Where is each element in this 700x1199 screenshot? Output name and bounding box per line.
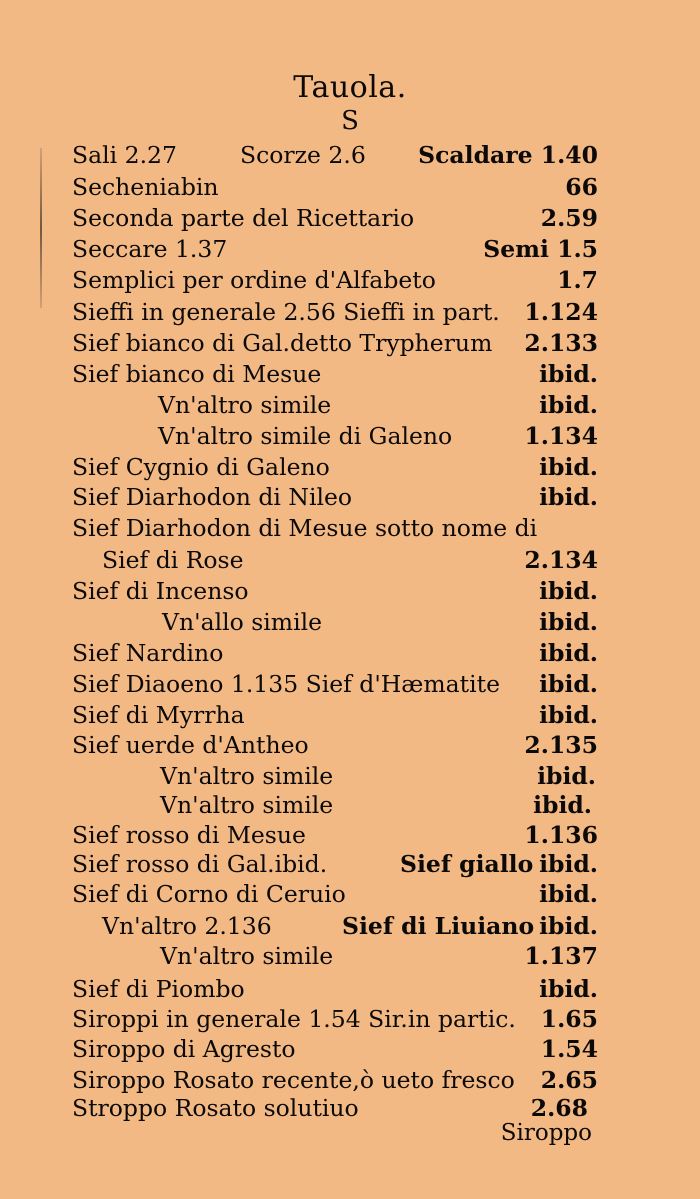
entry-text: Secheniabin [72,173,219,201]
entry-page-ref: 2.59 [540,204,598,232]
entry-page-ref: ibid. [539,639,598,667]
entry-page-ref: 1.134 [524,422,598,450]
entry-text: Sief di Corno di Ceruio [72,880,346,908]
index-entry [72,669,598,699]
entry-page-ref: 1.54 [540,1035,598,1063]
entry-text: Sief uerde d'Antheo [72,731,309,759]
entry-text: Sief di Piombo [72,975,245,1003]
entry-text: Vn'altro 2.136 [102,912,272,940]
entry-text: Sief bianco di Gal.detto Trypherum [72,329,493,357]
entry-page-ref: 2.68 [530,1094,588,1122]
index-entry [72,974,598,1004]
entry-text: Sief bianco di Mesue [72,360,322,388]
entry-text: Sief Cygnio di Galeno [72,453,330,481]
entry-text: Siroppo di Agresto [72,1035,296,1063]
index-entry [72,1034,598,1064]
entry-text: Sieffi in generale 2.56 Sieffi in part. [72,298,500,326]
index-entry [72,879,598,909]
entry-text: Sief rosso di Gal.ibid. [72,850,328,878]
entry-page-ref: 1.124 [524,298,598,326]
entry-text: Vn'altro simile [160,791,334,819]
index-entry [158,390,598,420]
entry-text: Vn'altro simile [160,762,334,790]
entry-page-ref: 2.135 [524,731,598,759]
entry-text: Siroppi in generale 1.54 Sir.in partic. [72,1005,516,1033]
entry-page-ref: Scaldare 1.40 [418,141,598,169]
index-entry [72,513,602,543]
index-entry [72,265,598,295]
entry-text: Vn'altro simile [160,942,334,970]
entry-page-ref: ibid. [533,791,592,819]
index-entry [72,172,598,202]
entry-page-ref: ibid. [539,608,598,636]
index-entry [72,328,598,358]
entry-page-ref: 2.65 [540,1066,598,1094]
entry-page-ref: ibid. [539,360,598,388]
entry-page-ref: 1.137 [524,942,598,970]
index-entry [72,849,598,879]
index-entry [162,607,598,637]
catchword: Siroppo [500,1120,592,1146]
entry-text: Sief di Liuiano [342,912,535,940]
entry-text: Sief rosso di Mesue [72,821,306,849]
entry-page-ref: ibid. [539,975,598,1003]
entry-text: Sief Diarhodon di Nileo [72,483,353,511]
entry-text: Seccare 1.37 [72,235,228,263]
entry-text: Sief Nardino [72,639,224,667]
entry-page-ref: ibid. [539,880,598,908]
index-entry [72,1093,588,1123]
entry-page-ref: 1.136 [524,821,598,849]
entry-text: Sief Diaoeno 1.135 Sief d'Hæmatite [72,670,500,698]
index-entry [158,421,598,451]
entry-text: Sief Diarhodon di Mesue sotto nome di [72,514,538,542]
entry-page-ref: ibid. [539,577,598,605]
index-entry [72,140,598,170]
index-entry [72,482,598,512]
section-letter: S [341,106,359,136]
entry-text: Vn'allo simile [162,608,323,636]
index-entry [72,730,598,760]
page-title: Tauola. [293,70,407,105]
index-entry [160,761,596,791]
index-entry [72,234,598,264]
entry-page-ref: ibid. [539,912,598,940]
entry-text: Scorze 2.6 [240,141,366,169]
entry-text: Vn'altro simile [158,391,332,419]
index-entry [72,203,598,233]
index-entry [102,545,598,575]
margin-rule [40,148,42,308]
index-entry [72,1065,598,1095]
entry-text: Sali 2.27 [72,141,177,169]
entry-page-ref: ibid. [537,762,596,790]
index-entry [72,359,598,389]
entry-text: Seconda parte del Ricettario [72,204,415,232]
entry-text: Sief di Myrrha [72,701,245,729]
entry-text: Vn'altro simile di Galeno [158,422,453,450]
entry-text: Stroppo Rosato solutiuo [72,1094,359,1122]
index-entry [72,700,598,730]
entry-page-ref: ibid. [539,483,598,511]
entry-page-ref: 1.7 [557,266,598,294]
entry-page-ref: Semi 1.5 [483,235,598,263]
index-entry [102,911,598,941]
entry-page-ref: 2.134 [524,546,598,574]
entry-text: Siroppo Rosato recente,ò ueto fresco [72,1066,515,1094]
entry-page-ref: 66 [565,173,598,201]
entry-page-ref: ibid. [539,850,598,878]
index-entry [72,576,598,606]
entry-page-ref: ibid. [539,670,598,698]
index-entry [72,1004,598,1034]
index-entry [72,452,598,482]
entry-page-ref: 2.133 [524,329,598,357]
entry-text: Sief di Rose [102,546,244,574]
index-entry [72,820,598,850]
entry-page-ref: ibid. [539,391,598,419]
index-entry [72,638,598,668]
entry-page-ref: ibid. [539,701,598,729]
index-entry [160,790,592,820]
entry-page-ref: ibid. [539,453,598,481]
entry-text: Semplici per ordine d'Alfabeto [72,266,436,294]
index-entry [160,941,598,971]
entry-page-ref: 1.65 [540,1005,598,1033]
index-entry [72,297,598,327]
entry-text: Sief di Incenso [72,577,249,605]
entry-text: Sief giallo [400,850,534,878]
